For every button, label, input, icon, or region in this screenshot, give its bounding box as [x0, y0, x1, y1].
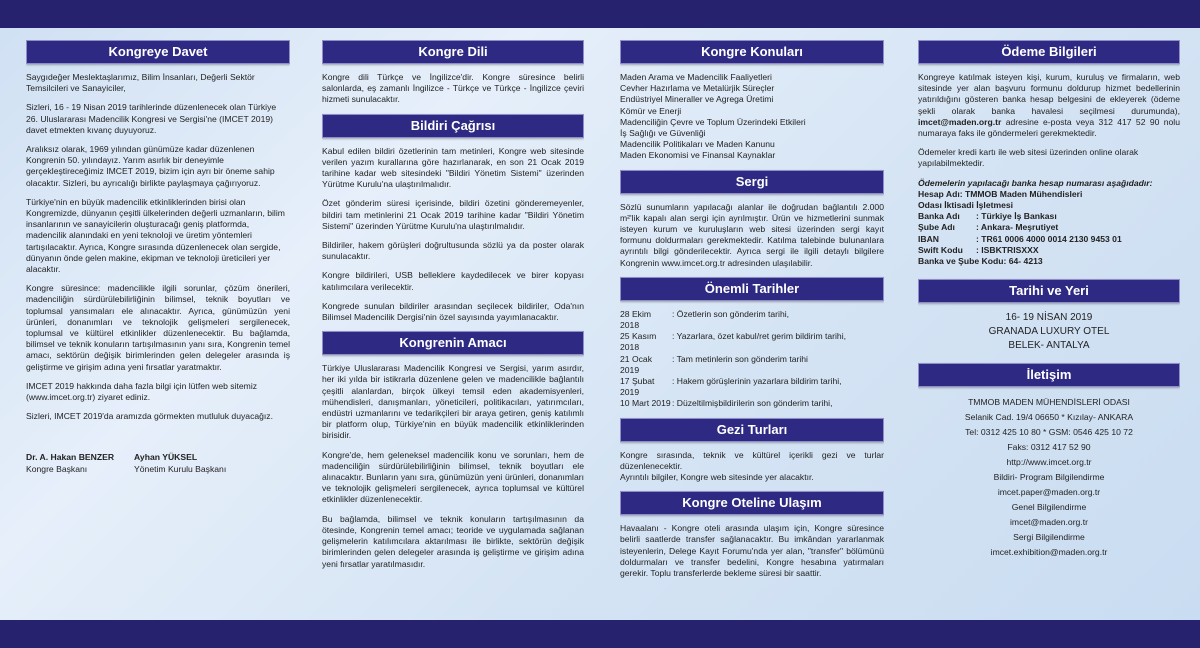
contact-general-label: Genel Bilgilendirme: [1011, 502, 1087, 513]
contact-paper-label: Bildiri- Program Bilgilendirme: [993, 472, 1105, 483]
bottom-banner: [0, 620, 1200, 648]
topics-heading: Kongre Konuları: [620, 40, 884, 64]
bank-key: Banka Adı: [918, 211, 960, 222]
tours-heading: Gezi Turları: [620, 418, 884, 442]
call-paragraph: Bildiriler, hakem görüşleri doğrultusunda sözlü ya da poster olarak sunulacaktır.: [322, 240, 584, 262]
tours-text: Kongre sırasında, teknik ve kültürel içerikli gezi ve turlar düzenlenecektir.: [620, 449, 884, 471]
signature-president: [26, 452, 114, 474]
bank-val: : ISBKTRISXXX: [976, 244, 1039, 255]
date-value: 10 Mart 2019: [620, 398, 671, 409]
expo-heading: Sergi: [620, 170, 884, 194]
payment-text-b: adresine e-posta veya 312 417 52 90 nolu numaraya faks ile göndermeleri gerekmektedir.: [918, 116, 1180, 139]
bank-val: : Türkiye İş Bankası: [976, 211, 1057, 222]
topic-item: Maden Ekonomisi ve Finansal Kaynaklar: [620, 150, 776, 161]
account-name-2: Odası İktisadi İşletmesi: [918, 200, 1014, 211]
invitation-paragraph: IMCET 2019 hakkında daha fazla bilgi için lütfen web sitemiz (www.imcet.org.tr) ziyaret ediniz.: [26, 380, 258, 403]
event-hotel: GRANADA LUXURY OTEL: [988, 326, 1110, 338]
topic-item: Kömür ve Enerji: [620, 105, 682, 116]
payment-text: [918, 72, 1180, 139]
signature-role: Yönetim Kurulu Başkanı: [134, 463, 227, 474]
date-row: [620, 309, 884, 331]
invitation-paragraph: Türkiye'nin en büyük madencilik etkinliklerinden birisi olan Kongremizde, dünyanın çeşitli ülkelerinden değerli uzmanların, bilim insanlarının ve sanayicilerin oluşturacağı geniş platformda, madencilik alanındaki en yeni teknoloji ve üretim yöntemleri tartışılacaktır. Ayrıca, Kongre sırasında düzenlenecek olan sergide, dünyanın önde gelen makine, ekipman ve teknoloji üreticileri yer alacaktır.: [26, 196, 285, 275]
topic-item: Madencilik Politikaları ve Maden Kanunu: [620, 139, 775, 150]
column-payment-contact: [918, 40, 1180, 612]
contact-exhibition-label: Sergi Bilgilendirme: [1013, 532, 1085, 543]
invitation-paragraph: Aralıksız olarak, 1969 yılından günümüze kadar düzenlenen Kongrenin 50. yılındayız. Yarım asırlık bir deneyimle gerçekleştireceğimiz IMCET 2019, bizim için ayrı bir öneme sahip olacaktır. Sizleri, bu ayrıcalığı birlikte paylaşmaya çağırıyoruz.: [26, 144, 275, 188]
call-paragraph: Kongre bildirileri, USB belleklere kaydedilecek ve birer kopyası katılımcılara verilecektir.: [322, 270, 584, 292]
contact-org: TMMOB MADEN MÜHENDİSLERİ ODASI: [968, 397, 1130, 408]
expo-text: Sözlü sunumların yapılacağı alanlar ile doğrudan bağlantılı 2.000 m²'lik kapalı alan sergi için ayrılmıştır. Ürün ve hizmetlerini sunmak isteyen kurum ve kuruluşların web sitesi üzerinden sergi kayıt formunu doldurmaları gerekmektedir. Katılma talebinde bulunanlara ayrıntılı bilgi gönderilecektir. Ayrıca sergi ile ilgili detaylı bilgilere Kongrenin www.imcet.org.tr adresinden ulaşılabilir.: [620, 201, 884, 268]
account-name: Hesap Adı: TMMOB Maden Mühendisleri: [918, 188, 1083, 199]
dates-list: [620, 309, 884, 410]
bank-val: : Ankara- Meşrutiyet: [976, 222, 1059, 233]
contact-block: [918, 395, 1180, 560]
column-language-call-aim: [322, 40, 584, 612]
signatures: [26, 452, 290, 474]
date-row: [620, 354, 884, 376]
event-date: 16- 19 NİSAN 2019: [1005, 312, 1093, 324]
date-value: 28 Ekim 2018: [620, 308, 652, 331]
call-paragraph: Kongrede sunulan bildiriler arasından seçilecek bildiriler, Oda'nın Bilimsel Madencilik Dergisi'nin özel sayısında yayımlanacaktır.: [322, 300, 584, 323]
bank-row: [918, 222, 1180, 233]
payment-email-link[interactable]: imcet@maden.org.tr: [918, 116, 1002, 127]
contact-general-email-link[interactable]: imcet@maden.org.tr: [1010, 517, 1088, 528]
contact-phone: Tel: 0312 425 10 80 * GSM: 0546 425 10 72: [965, 427, 1133, 438]
invitation-closing: Sizleri, IMCET 2019'da aramızda görmekten mutluluk duyacağız.: [26, 411, 273, 422]
invitation-heading: Kongreye Davet: [26, 40, 290, 64]
topic-item: İş Sağlığı ve Güvenliği: [620, 128, 706, 139]
event-city: BELEK- ANTALYA: [1008, 340, 1090, 352]
place-heading: Tarihi ve Yeri: [918, 279, 1180, 303]
column-invitation: [26, 40, 290, 612]
date-value: 25 Kasım 2018: [620, 331, 657, 353]
hotel-heading: Kongre Oteline Ulaşım: [620, 491, 884, 515]
topic-item: Endüstriyel Mineraller ve Agrega Üretimi: [620, 94, 774, 105]
aim-paragraph: Kongre'de, hem geleneksel madencilik konu ve sorunları, hem de madenciliğin sürdürülebilirliğinin bilimsel, teknik boyutları ele alınacaktır. Bunların yanı sıra, günümüzün yeni ürünleri, donanımları ve teknolojik gelişmeleri sergilenecek, ayrıca toplumsal ve kültürel etkinlikler düzenlenecektir.: [322, 449, 584, 505]
contact-address: Selanik Cad. 19/4 06650 * Kızılay- ANKARA: [964, 412, 1134, 423]
topic-item: Cevher Hazırlama ve Metalürjik Süreçler: [620, 83, 775, 94]
top-banner: [0, 0, 1200, 28]
aim-paragraph: Bu bağlamda, bilimsel ve teknik konuların tartışılmasının da ötesinde, Kongrenin temel amacı; teoride ve uygulamada sağlanan gelişmelerin katılımcılara aktarılması ile birlikte, sektörün değişik birimlerinden gelen delegeler arasında iş geliştirme ve girişim adına yeni fırsatlar yaratılmasıdır.: [322, 513, 584, 569]
contact-paper-email-link[interactable]: imcet.paper@maden.org.tr: [997, 487, 1101, 498]
bank-key: Şube Adı: [918, 222, 955, 233]
bank-val: : TR61 0006 4000 0014 2130 9453 01: [976, 233, 1122, 244]
date-row: [620, 331, 884, 353]
bank-details: [918, 211, 1180, 256]
call-paragraph: Kabul edilen bildiri özetlerinin tam metinleri, Kongre web sitesinde verilen yazım kurallarına göre hazırlanarak, en son 21 Ocak 2019 tarihine kadar web sitesindeki "Bildiri Yönetim Sistemi" üzerinden Yürütme Kurulu'na ulaştırılmalıdır.: [322, 145, 584, 190]
language-text: Kongre dili Türkçe ve İngilizce'dir. Kongre süresince belirli salonlarda, eş zamanlı İngilizce - Türkçe ve Türkçe - İngilizce çeviri hizmeti sunulacaktır.: [322, 72, 584, 105]
topics-list: [620, 72, 884, 162]
payment-card-text: Ödemeler kredi kartı ile web sitesi üzerinden online olarak yapılabilmektedir.: [918, 147, 1139, 169]
aim-paragraph: Türkiye Uluslararası Madencilik Kongresi ve Sergisi, yarım asırdır, her iki yılda bir istikrarla düzenlene gelen ve madencilikle bağlantılı çeşitli alanlardan, birçok ülkeyi temsil eden akademisyenleri, mühendisleri, danışmanları, yöneticileri, politikacıları, yatırımcıları, endüstri uzmanlarını ve tedarikçileri bir araya getiren, geniş katılımlı bir platform olup, Türkiye'nin en büyük madencilik etkinliklerinden birisidir.: [322, 363, 584, 441]
bank-row: [918, 211, 1180, 222]
contact-heading: İletişim: [918, 363, 1180, 387]
date-desc: : Hakem görüşlerinin yazarlara bildirim tarihi,: [672, 376, 842, 387]
dates-heading: Önemli Tarihler: [620, 277, 884, 301]
date-row: [620, 376, 884, 398]
invitation-paragraph: Sizleri, 16 - 19 Nisan 2019 tarihlerinde düzenlenecek olan Türkiye 26. Uluslararası Madencilik Kongresi ve Sergisi'ne (IMCET 2019) davet etmekten kıvanç duyuyoruz.: [26, 102, 277, 135]
language-heading: Kongre Dili: [322, 40, 584, 64]
date-desc: : Yazarlara, özet kabul/ret gerim bildirim tarihi,: [672, 331, 847, 342]
topic-item: Madenciliğin Çevre ve Toplum Üzerindeki Etkileri: [620, 116, 806, 127]
aim-heading: Kongrenin Amacı: [322, 331, 584, 355]
contact-exhibition-email-link[interactable]: imcet.exhibition@maden.org.tr: [990, 547, 1108, 558]
hotel-text: Havaalanı - Kongre oteli arasında ulaşım için, Kongre süresince belirli saatlerde transfer sağlanacaktır. Bu imkândan yararlanmak isteyenlerin, Delege Kayıt Forumu'nda yer alan, "transfer" bölümünü doldurmaları ve transfer bedelini, Kongre hesabına yatırmaları gerekir. Toplu transferlerde bekleme süresi bir saattir.: [620, 523, 884, 579]
signature-name: Ayhan YÜKSEL: [134, 452, 198, 463]
column-topics-expo: [620, 40, 884, 612]
date-desc: : Düzeltilmişbildirilerin son gönderim tarihi,: [672, 398, 833, 409]
signature-chairman: [134, 452, 226, 474]
bank-row: [918, 234, 1180, 245]
date-row: [620, 398, 884, 409]
bank-row: [918, 245, 1180, 256]
signature-role: Kongre Başkanı: [26, 463, 88, 474]
signature-name: Dr. A. Hakan BENZER: [26, 452, 115, 463]
bank-key: IBAN: [918, 233, 940, 244]
date-value: 21 Ocak 2019: [620, 353, 653, 375]
invitation-salutation: Saygıdeğer Meslektaşlarımız, Bilim İnsanları, Değerli Sektör Temsilcileri ve Sanayiciler,: [26, 72, 255, 94]
call-heading: Bildiri Çağrısı: [322, 114, 584, 138]
payment-text-a: Kongreye katılmak isteyen kişi, kurum, kuruluş ve firmaların, web sitesinde yer alan başvuru formunu doldurup hizmet bedellerinin yatırıldığını gösteren banka hesap belgesini de ekleyerek (ödeme şekli olarak banka havalesi seçilmesi durumunda),: [918, 72, 1180, 116]
contact-website-link[interactable]: http://www.imcet.org.tr: [1006, 457, 1092, 468]
date-desc: : Tam metinlerin son gönderim tarihi: [672, 353, 808, 364]
bank-key: Swift Kodu: [918, 244, 963, 255]
date-value: 17 Şubat 2019: [620, 376, 655, 398]
date-desc: : Özetlerin son gönderim tarihi,: [672, 308, 790, 319]
branch-code: Banka ve Şube Kodu: 64- 4213: [918, 256, 1043, 267]
invitation-paragraph: Kongre süresince: madencilikle ilgili sorunlar, çözüm önerileri, madenciliğin sürdürülebilirliğinin bilimsel, teknik boyutları ve toplumsal yansımaları ele alınacaktır. Ayrıca, günümüzün yeni ürünleri, donanımları ve teknolojik gelişmeleri sergilenecek, toplumsal ve kültürel etkinlikler düzenlenecektir. Bu bağlamda, bilimsel ve teknik konuların tartışılmasının yanı sıra, Kongrenin temel amacı, sektörün değişik birimlerinden gelen delegeler arasında iş geliştirme ve girişim adına yeni fırsatlar yaratmaktır.: [26, 283, 290, 372]
topic-item: Maden Arama ve Madencilik Faaliyetleri: [620, 72, 772, 82]
payment-heading: Ödeme Bilgileri: [918, 40, 1180, 64]
call-paragraph: Özet gönderim süresi içerisinde, bildiri özetini gönderemeyenler, bildiri tam metinlerini 21 Ocak 2019 tarihine kadar "Bildiri Yönetim Sistemi" üzerinden Yürütme Kurulu'na ulaştırılmalıdır.: [322, 198, 584, 231]
bank-intro: Ödemelerin yapılacağı banka hesap numarası aşağıdadır:: [918, 177, 1153, 188]
contact-fax: Faks: 0312 417 52 90: [1007, 442, 1091, 453]
tours-text-2: Ayrıntılı bilgiler, Kongre web sitesinde yer alacaktır.: [620, 472, 814, 483]
